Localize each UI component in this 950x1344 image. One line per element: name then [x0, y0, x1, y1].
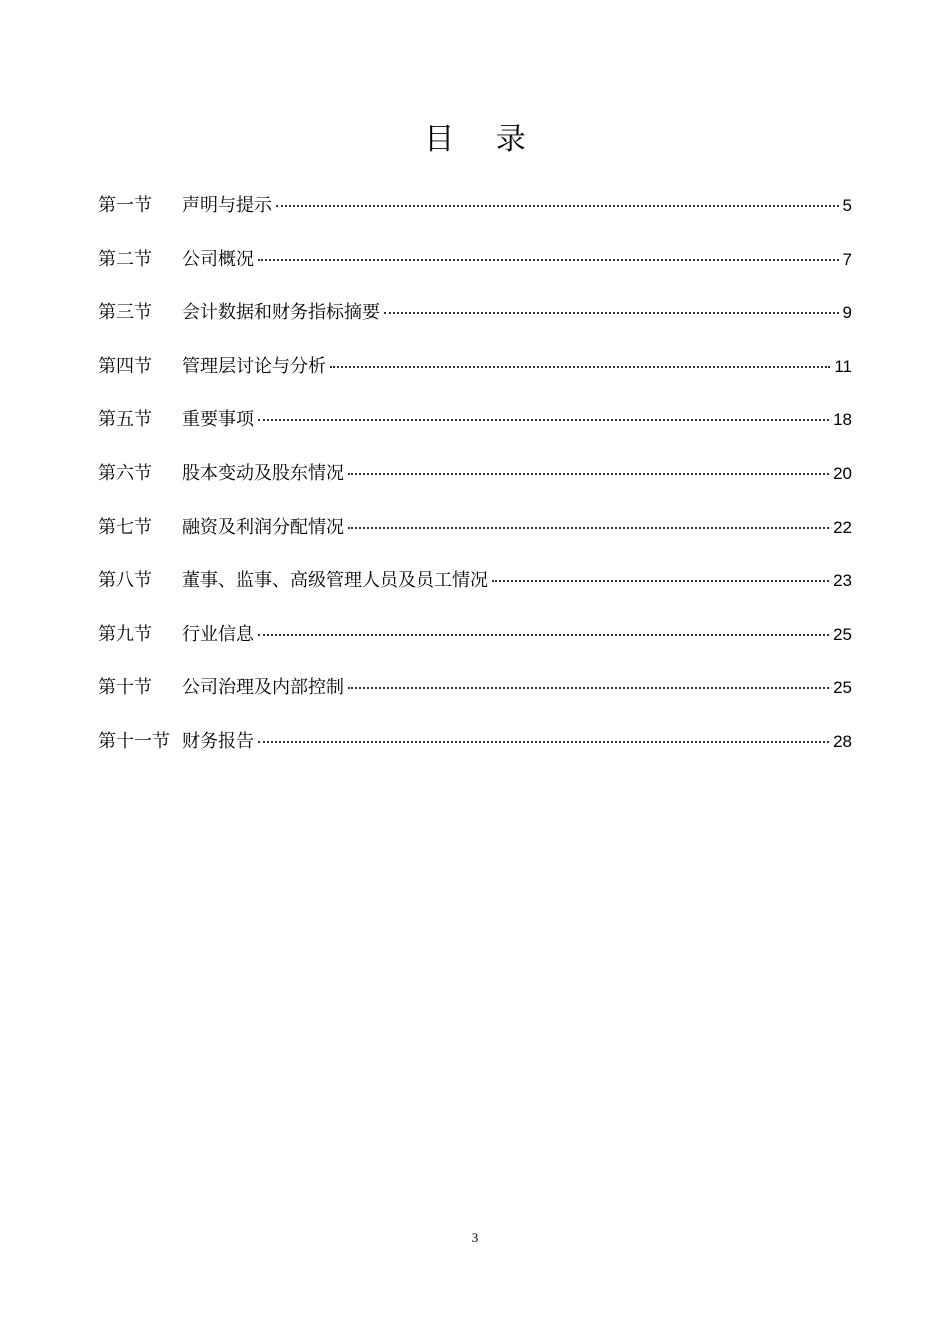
toc-entry[interactable]: [98, 617, 852, 671]
toc-entry[interactable]: [98, 670, 852, 724]
toc-section-title: 董事、监事、高级管理人员及员工情况: [182, 570, 488, 592]
toc-dot-leader: [258, 634, 829, 636]
toc-section-title: 融资及利润分配情况: [182, 516, 344, 538]
toc-section-title: 声明与提示: [182, 195, 272, 216]
toc-dot-leader: [384, 312, 839, 314]
toc-dot-leader: [348, 473, 829, 475]
toc-entry[interactable]: [98, 188, 852, 242]
toc-section-title: 公司治理及内部控制: [182, 677, 344, 699]
toc-page-number: 18: [833, 410, 852, 430]
toc-section-number: 第三节: [98, 302, 152, 324]
toc-page-number: 25: [833, 678, 852, 698]
footer-page-number: 3: [471, 1230, 479, 1245]
toc-dot-leader: [348, 527, 829, 529]
toc-section-number: 第七节: [98, 516, 152, 538]
toc-section-title: 会计数据和财务指标摘要: [182, 302, 380, 324]
toc-section-number: 第一节: [98, 195, 152, 216]
toc-entry[interactable]: [98, 510, 852, 564]
toc-entry[interactable]: [98, 242, 852, 296]
toc-entry[interactable]: [98, 295, 852, 349]
toc-dot-leader: [492, 580, 829, 582]
toc-entry[interactable]: [98, 456, 852, 510]
toc-page-number: 5: [842, 196, 852, 215]
toc-section-number: 第十节: [98, 677, 152, 699]
toc-section-title: 管理层讨论与分析: [182, 355, 326, 377]
toc-section-number: 第八节: [98, 570, 152, 592]
toc-dot-leader: [330, 366, 830, 368]
toc-page-number: 28: [833, 731, 852, 751]
toc-section-title: 重要事项: [182, 409, 254, 431]
toc-entry[interactable]: [98, 402, 852, 456]
toc-page-number: 11: [834, 356, 852, 376]
toc-section-number: 第五节: [98, 409, 152, 431]
toc-section-number: 第四节: [98, 355, 152, 377]
toc-dot-leader: [258, 741, 829, 743]
toc-page-number: 23: [833, 571, 852, 591]
toc-section-number: 第六节: [98, 462, 152, 484]
toc-page-number: 22: [833, 517, 852, 537]
toc-section-title: 行业信息: [182, 623, 254, 645]
toc-entry[interactable]: [98, 724, 852, 778]
toc-list: [98, 188, 852, 778]
toc-section-title: 公司概况: [182, 248, 254, 270]
toc-entry[interactable]: [98, 563, 852, 617]
toc-section-number: 第二节: [98, 248, 152, 270]
toc-page-number: 25: [833, 624, 852, 644]
toc-title: 目 录: [424, 122, 542, 157]
toc-page-number: 9: [842, 303, 852, 323]
toc-dot-leader: [348, 687, 829, 689]
toc-page-number: 7: [842, 249, 852, 269]
toc-dot-leader: [258, 419, 829, 421]
toc-section-number: 第十一节: [98, 730, 170, 752]
toc-page-number: 20: [833, 463, 852, 483]
toc-section-title: 股本变动及股东情况: [182, 462, 344, 484]
toc-section-title: 财务报告: [182, 730, 254, 752]
toc-dot-leader: [276, 205, 839, 207]
toc-dot-leader: [258, 259, 839, 261]
toc-entry[interactable]: [98, 349, 852, 403]
toc-section-number: 第九节: [98, 623, 152, 645]
